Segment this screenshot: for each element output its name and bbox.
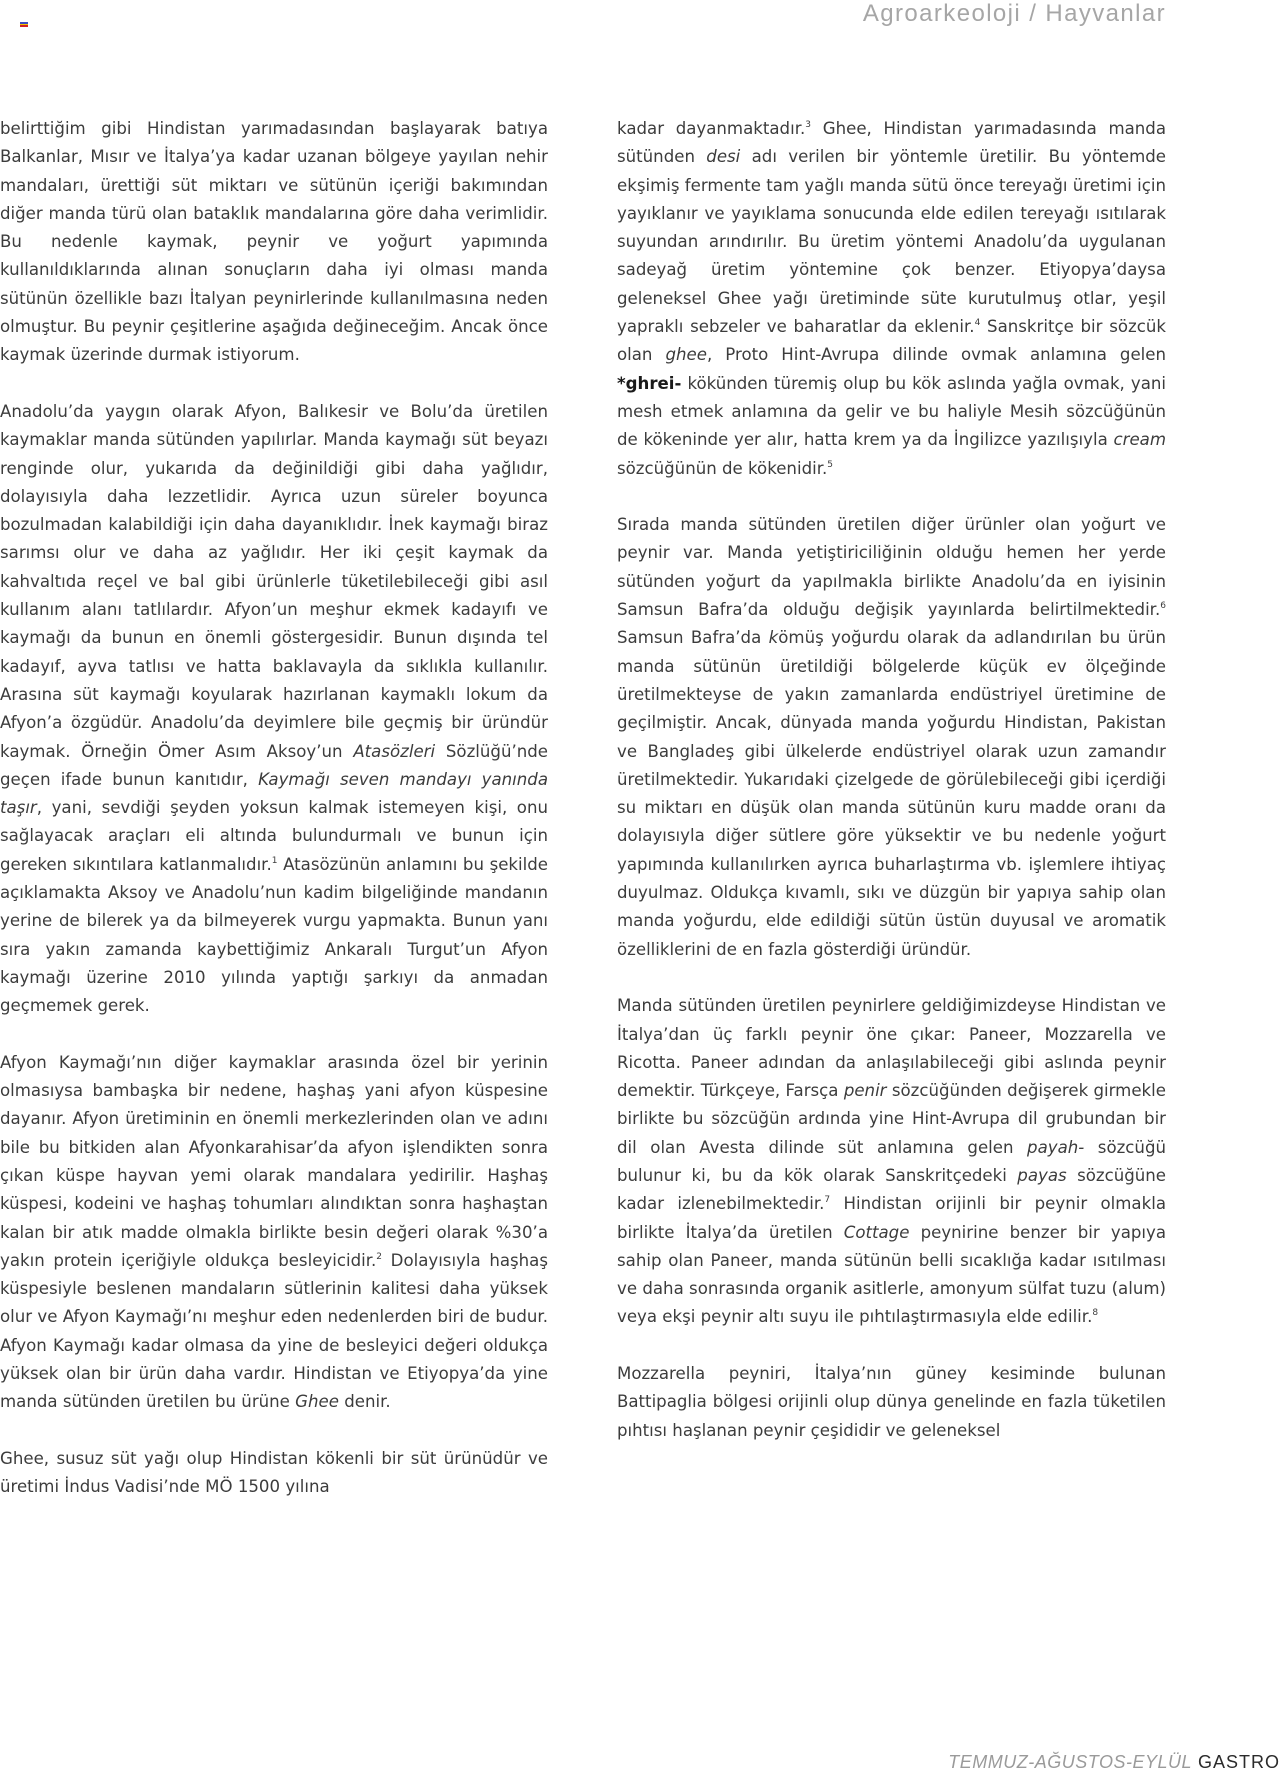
paragraph-text: belirttiğim gibi Hindistan yarımadasından başlayarak batıya Balkanlar, Mısır ve İtalya’ya kadar uzanan bölgeye yayılan nehir mandaları, ürettiği süt miktarı ve sütünün içeriği bakımından diğer manda türü olan bataklık mandalarına göre daha verimlidir. Bu nedenle kaymak, peynir ve yoğurt yapımında kullanıldıklarında alınan sonuçların daha iyi olması manda sütünün özellikle bazı İtalyan peynirlerinde kullanılmasına neden olmuştur. Bu peynir çeşitlerine aşağıda değineceğim. Ancak önce kaymak üzerinde durmak istiyorum.: [0, 119, 548, 365]
italic-term: Cottage: [843, 1222, 910, 1242]
paragraph-text: Ghee, Hindistan yarımadasında manda sütünden: [617, 119, 1167, 167]
footnote-ref: 6: [1160, 601, 1166, 612]
paragraph-text: sözcüğünden değişerek girmekle birlikte bu sözcüğün ardında yine Hint-Avrupa dil grubundan bir dil olan Avesta dilinde süt anlamına gelen: [617, 1081, 1166, 1157]
paragraph-text: , yani, sevdiği şeyden yoksun kalmak istemeyen kişi, onu sağlayacak araçları eli altında bulundurmalı ve bunun için gereken sıkıntılara katlanmalıdır.: [0, 798, 548, 874]
paragraph: [617, 115, 1166, 483]
footnote-ref: 8: [1092, 1308, 1099, 1319]
paragraph-text: Ghee, susuz süt yağı olup Hindistan kökenli bir süt ürünüdür ve üretimi İndus Vadisi’nde MÖ 1500 yılına: [0, 1448, 548, 1497]
paragraph-text: Hindistan orijinli bir peynir olmakla birlikte İtalya’da üretilen: [617, 1194, 1166, 1242]
paragraph: [617, 511, 1166, 964]
paragraph-text: Sırada manda sütünden üretilen diğer ürünler olan yoğurt ve peynir var. Manda yetiştiriciliğinin olduğu hemen her yerde sütünden yoğurt da yapılmakla birlikte Anadolu’da en iyisinin Samsun Bafra’da olduğu değişik yayınlarda belirtilmektedir.: [617, 515, 1166, 620]
paragraph: [0, 398, 548, 1021]
italic-term: payah-: [1027, 1137, 1085, 1157]
paragraph-text: Mozzarella peyniri, İtalya’nın güney kesiminde bulunan Battipaglia bölgesi orijinli olup dünya genelinde en fazla tüketilen pıhtısı haşlanan peynir çeşididir ve geleneksel: [617, 1364, 1166, 1440]
paragraph: [0, 1445, 548, 1502]
paragraph-text: Samsun Bafra’da: [617, 628, 769, 648]
paragraph: [617, 1360, 1166, 1445]
footnote-ref: 3: [805, 120, 812, 130]
italic-term: k: [768, 628, 779, 648]
italic-term: ghee: [665, 345, 707, 365]
paragraph-text: Sanskritçe bir sözcük olan: [617, 317, 1166, 365]
right-column: [617, 115, 1166, 1473]
magazine-name: GASTRO: [1197, 1752, 1280, 1772]
paragraph-text: kökünden türemiş olup bu kök aslında yağla ovmak, yani mesh etmek anlamına da gelir ve bu haliyle Mesih sözcüğünün de kökeninde yer alır, hatta krem ya da İngilizce yazılışıyla: [617, 373, 1166, 450]
italic-term: Ghee: [295, 1392, 339, 1412]
paragraph-text: , Proto Hint-Avrupa dilinde ovmak anlamına gelen: [706, 345, 1166, 365]
section-title: Agroarkeoloji / Hayvanlar: [862, 0, 1166, 27]
paragraph-text: denir.: [338, 1392, 391, 1412]
italic-term: cream: [1113, 430, 1166, 450]
footnote-ref: 7: [824, 1195, 831, 1206]
paragraph-text: Manda sütünden üretilen peynirlere geldiğimizdeyse Hindistan ve İtalya’dan üç farklı peynir öne çıkar: Paneer, Mozzarella ve Ricotta. Paneer adından da anlaşılabileceği gibi aslında peynir demektir. Türkçeye, Farsça: [617, 996, 1166, 1101]
footnote-ref: 2: [376, 1251, 383, 1262]
italic-term: payas: [1017, 1165, 1067, 1185]
paragraph: [0, 115, 548, 370]
paragraph: [617, 992, 1166, 1332]
flag-icon: [20, 22, 28, 27]
paragraph-text: peynirine benzer bir yapıya sahip olan Paneer, manda sütünün belli sıcaklığa kadar ısıtılması ve daha sonrasında organik asitlerle, amonyum sülfat tuzu (alum) veya ekşi peynir altı suyu ile pıhtılaştırmasıyla elde edilir.: [617, 1222, 1166, 1327]
footnote-ref: 4: [974, 318, 981, 329]
footnote-ref: 1: [271, 855, 278, 866]
paragraph-text: sözcüğüne kadar izlenebilmektedir.: [617, 1165, 1166, 1214]
italic-term: penir: [843, 1081, 887, 1101]
paragraph-text: Atasözünün anlamını bu şekilde açıklamakta Aksoy ve Anadolu’nun kadim bilgeliğinde mandanın yerine de bilerek ya da bilmeyerek vurgu yapmakta. Bunun yanı sıra yakın zamanda kaybettiğimiz Ankaralı Turgut’un Afyon kaymağı üzerine 2010 yılında yaptığı şarkıyı da anmadan geçmemek gerek.: [0, 854, 548, 1016]
bold-root-word: *ghrei-: [617, 373, 682, 393]
left-column: [0, 115, 548, 1530]
flag-stripe-red: [20, 25, 28, 27]
page-footer: [948, 1752, 1280, 1772]
paragraph-text: ömüş yoğurdu olarak da adlandırılan bu ürün manda sütünün üretildiği bölgelerde küçük ev ölçeğinde üretilmekteyse de yakın zamanlarda endüstriyel üretimine de geçilmiştir. Ancak, dünyada manda yoğurdu Hindistan, Pakistan ve Bangladeş gibi ülkelerde endüstriyel olarak uzun zamandır üretilmektedir. Yukarıdaki çizelgede de görülebileceği gibi içerdiği su miktarı en düşük olan manda sütünün kuru madde oranı da dolayısıyla diğer sütlere göre yüksektir ve bu nedenle yoğurt yapımında kullanılırken ayrıca buharlaştırma vb. işlemlere ihtiyaç duyulmaz. Oldukça kıvamlı, sıkı ve düzgün bir yapıya sahip olan manda yoğurdu, elde edildiği sütün üstün duyusal ve aromatik özelliklerini de en fazla gösterdiği üründür.: [617, 628, 1166, 959]
paragraph-text: kadar dayanmaktadır.: [617, 119, 806, 138]
italic-proverb: Kaymağı seven mandayı yanında taşır: [0, 769, 549, 818]
paragraph-text: sözcüğü bulunur ki, bu da kök olarak Sanskritçedeki: [617, 1137, 1166, 1185]
paragraph-text: Sözlüğü’nde geçen ifade bunun kanıtıdır,: [0, 741, 548, 789]
italic-term: desi: [706, 147, 741, 167]
paragraph: [0, 1049, 548, 1417]
paragraph-text: Afyon Kaymağı’nın diğer kaymaklar arasında özel bir yerinin olmasıysa bambaşka bir nedene, haşhaş yani afyon küspesine dayanır. Afyon üretiminin en önemli merkezlerinden olan ve adını bile bu bitkiden alan Afyonkarahisar’da afyon işlendikten sonra çıkan küspe hayvan yemi olarak mandalara yedirilir. Haşhaş küspesi, kodeini ve haşhaş tohumları alındıktan sonra haşhaştan kalan bir atık madde olmakla birlikte besin değeri olarak %30’a yakın protein içeriğiyle oldukça besleyicidir.: [0, 1052, 548, 1270]
paragraph-text: adı verilen bir yöntemle üretilir. Bu yöntemde ekşimiş fermente tam yağlı manda sütü önce tereyağı üretimi için yayıklanır ve yayıklama sonucunda elde edilen tereyağı ısıtılarak suyundan arındırılır. Bu üretim yöntemi Anadolu’da uygulanan sadeyağ üretim yöntemine çok benzer. Etiyopya’daysa geleneksel Ghee yağı üretiminde süte kurutulmuş otlar, yeşil yapraklı sebzeler ve baharatlar da eklenir.: [617, 147, 1166, 337]
paragraph-text: Dolayısıyla haşhaş küspesiyle beslenen mandaların sütlerinin kalitesi daha yüksek olur ve Afyon Kaymağı’nı meşhur eden nedenlerden biri de budur. Afyon Kaymağı kadar olmasa da yine de besleyici değeri oldukça yüksek olan bir ürün daha vardır. Hindistan ve Etiyopya’da yine manda sütünden üretilen bu ürüne: [0, 1250, 548, 1412]
footnote-ref: 5: [827, 459, 834, 470]
issue-label: TEMMUZ-AĞUSTOS-EYLÜL: [948, 1752, 1192, 1772]
page-header: [0, 0, 1280, 60]
paragraph-text: sözcüğünün de kökenidir.: [617, 458, 828, 478]
paragraph-text: Anadolu’da yaygın olarak Afyon, Balıkesir ve Bolu’da üretilen kaymaklar manda sütünden yapılırlar. Manda kaymağı süt beyazı renginde olur, yukarıda da değinildiği gibi daha yağlıdır, dolayısıyla daha lezzetlidir. Ayrıca uzun süreler boyunca bozulmadan kalabildiği için daha dayanıklıdır. İnek kaymağı biraz sarımsı olur ve daha az yağlıdır. Her iki çeşit kaymak da kahvaltıda reçel ve bal gibi ürünlerle tüketilebileceği gibi asıl kullanım alanı tatlılardır. Afyon’un meşhur ekmek kadayıfı ve kaymağı da bunun en önemli göstergesidir. Bunun dışında tel kadayıf, ayva tatlısı ve hatta baklavayla da sıklıkla kullanılır. Arasına süt kaymağı koyularak hazırlanan kaymaklı lokum da Afyon’a özgüdür. Anadolu’da deyimlere bile geçmiş bir üründür kaymak. Örneğin Ömer Asım Aksoy’un: [0, 401, 548, 761]
italic-term: Atasözleri: [353, 741, 436, 761]
